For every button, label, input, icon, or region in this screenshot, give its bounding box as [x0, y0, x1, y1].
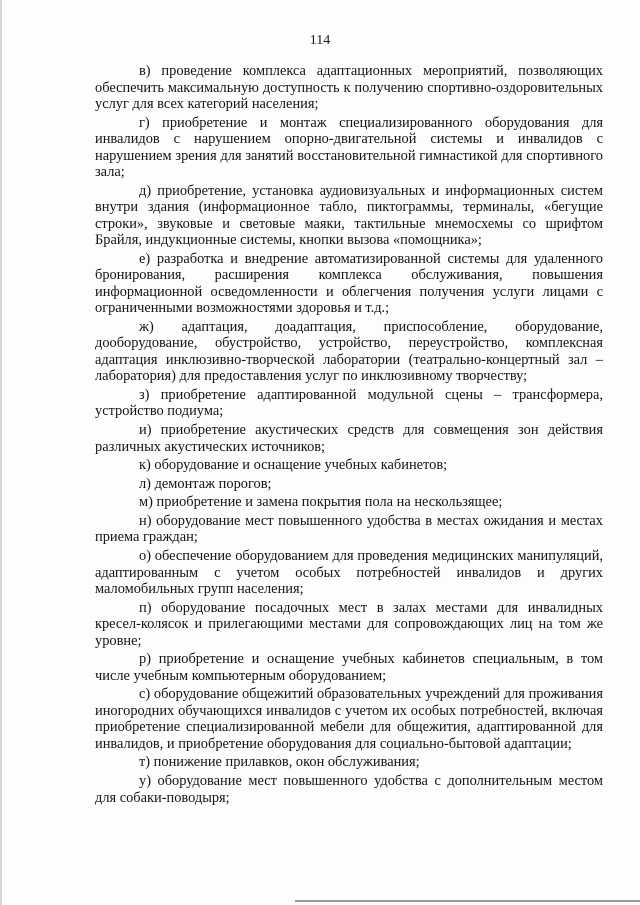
list-item-o: о) обеспечение оборудованием для проведения медицинских манипуляций, адаптированным с учетом особых потребностей инвалидов и других маломобильных групп населения; [95, 548, 603, 598]
list-item-d: д) приобретение, установка аудиовизуальных и информационных систем внутри здания (информационное табло, пиктограммы, терминалы, «бегущие строки», звуковые и световые маяки, тактильные мнемосхемы со шрифтом Брайля, индукционные системы, кнопки вызова «помощника»; [95, 182, 603, 249]
list-item-l: л) демонтаж порогов; [139, 475, 272, 492]
list-item-g: г) приобретение и монтаж специализированного оборудования для инвалидов с нарушением опорно-двигательной системы и инвалидов с нарушением зрения для занятий восстановительной гимнастикой для спортивного зала; [95, 114, 603, 181]
list-item-m: м) приобретение и замена покрытия пола на нескользящее; [139, 494, 503, 511]
page-number: 114 [309, 33, 331, 48]
list-item-n: н) оборудование мест повышенного удобства в местах ожидания и местах приема граждан; [95, 512, 603, 546]
list-item-i: и) приобретение акустических средств для совмещения зон действия различных акустических источников; [95, 422, 603, 455]
body-text [95, 63, 603, 808]
list-item-r: р) приобретение и оснащение учебных кабинетов специальным, в том числе учебным компьютерным оборудованием; [95, 651, 603, 684]
list-item-v: в) проведение комплекса адаптационных мероприятий, позволяющих обеспечить максимальную доступность к получению спортивно-оздоровительных услуг для всех категорий населения; [95, 63, 603, 112]
list-item-zh: ж) адаптация, доадаптация, приспособление, оборудование, дооборудование, обустройство, устройство, переустройство, комплексная адаптация инклюзивно-творческой лаборатории (театрально-концертный зал – лаборатория) для предоставления услуг по инклюзивному творчеству; [95, 318, 603, 385]
list-item-s: с) оборудование общежитий образовательных учреждений для проживания иногородних обучающихся инвалидов с учетом их особых потребностей, включая приобретение специализированной мебели для общежития, адаптированной для инвалидов, и приобретение оборудования для социально-бытовой адаптации; [95, 686, 603, 752]
list-item-p: п) оборудование посадочных мест в залах местами для инвалидных кресел-колясок и прилегающими местами для сопровождающих лиц на том же уровне; [95, 599, 603, 649]
list-item-t: т) понижение прилавков, окон обслуживания; [139, 754, 420, 771]
list-item-e: е) разработка и внедрение автоматизированной системы для удаленного бронирования, расширения комплекса обслуживания, повышения информационной осведомленности и облегчения получения услуги лицами с ограниченными возможностями здоровья и т.д.; [95, 250, 603, 317]
list-item-u: у) оборудование мест повышенного удобства с дополнительным местом для собаки-поводыря; [95, 773, 603, 806]
list-item-z: з) приобретение адаптированной модульной сцены – трансформера, устройство подиума; [95, 386, 603, 420]
list-item-k: к) оборудование и оснащение учебных кабинетов; [139, 457, 448, 474]
scan-bottom-edge [295, 900, 640, 902]
scan-left-edge [0, 0, 2, 905]
